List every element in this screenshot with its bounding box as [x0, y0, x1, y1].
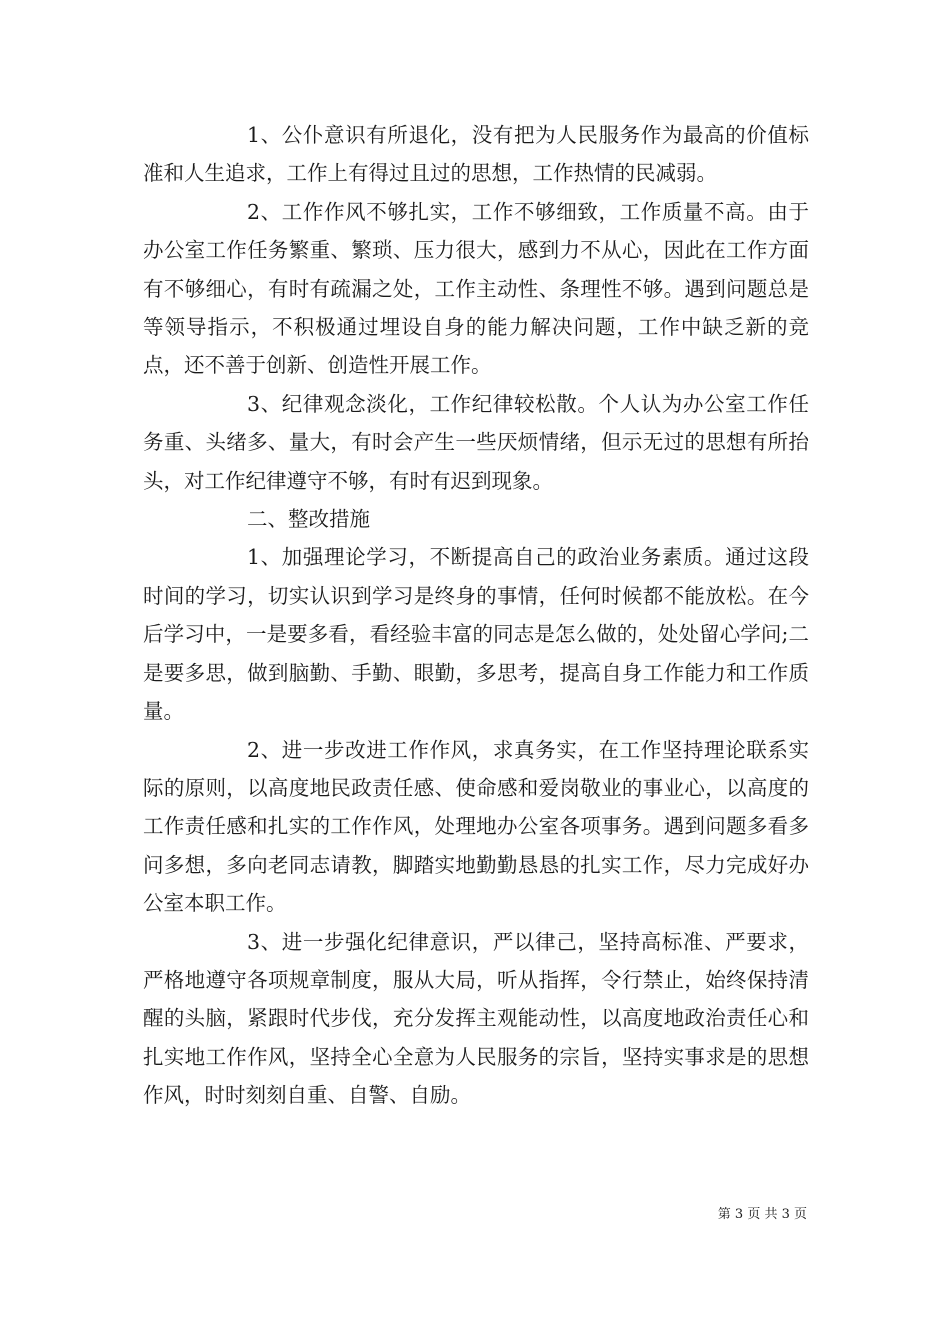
paragraph-4: 1、加强理论学习，不断提高自己的政治业务素质。通过这段时间的学习，切实认识到学习是终身的事情，任何时候都不能放松。在今后学习中，一是要多看，看经验丰富的同志是怎么做的，处处留心学问;二是要多思，做到脑勤、手勤、眼勤，多思考，提高自身工作能力和工作质量。: [143, 545, 809, 724]
paragraph-5: 2、进一步改进工作作风，求真务实，在工作坚持理论联系实际的原则，以高度地民政责任感、使命感和爱岗敬业的事业心，以高度的工作责任感和扎实的工作作风，处理地办公室各项事务。遇到问题多看多问多想，多向老同志请教，脚踏实地勤勤恳恳的扎实工作，尽力完成好办公室本职工作。: [143, 737, 809, 916]
paragraph-6: 3、进一步强化纪律意识，严以律己，坚持高标准、严要求，严格地遵守各项规章制度，服从大局，听从指挥，令行禁止，始终保持清醒的头脑，紧跟时代步伐，充分发挥主观能动性，以高度地政治责任心和扎实地工作作风，坚持全心全意为人民服务的宗旨，坚持实事求是的思想作风，时时刻刻自重、自警、自励。: [143, 929, 809, 1108]
paragraph-3: 3、纪律观念淡化，工作纪律较松散。个人认为办公室工作任务重、头绪多、量大，有时会产生一些厌烦情绪，但示无过的思想有所抬头，对工作纪律遵守不够，有时有迟到现象。: [143, 391, 809, 493]
paragraph-2: 2、工作作风不够扎实，工作不够细致，工作质量不高。由于办公室工作任务繁重、繁琐、压力很大，感到力不从心，因此在工作方面有不够细心，有时有疏漏之处，工作主动性、条理性不够。遇到问题总是等领导指示，不积极通过埋设自身的能力解决问题，工作中缺乏新的竞点，还不善于创新、创造性开展工作。: [143, 199, 809, 378]
document-body: [143, 116, 809, 1115]
paragraph-1: 1、公仆意识有所退化，没有把为人民服务作为最高的价值标准和人生追求，工作上有得过且过的思想，工作热情的民减弱。: [143, 123, 809, 186]
page-number-footer: 第 3 页 共 3 页: [717, 1207, 807, 1222]
section-heading-rectification: 二、整改措施: [247, 507, 370, 532]
